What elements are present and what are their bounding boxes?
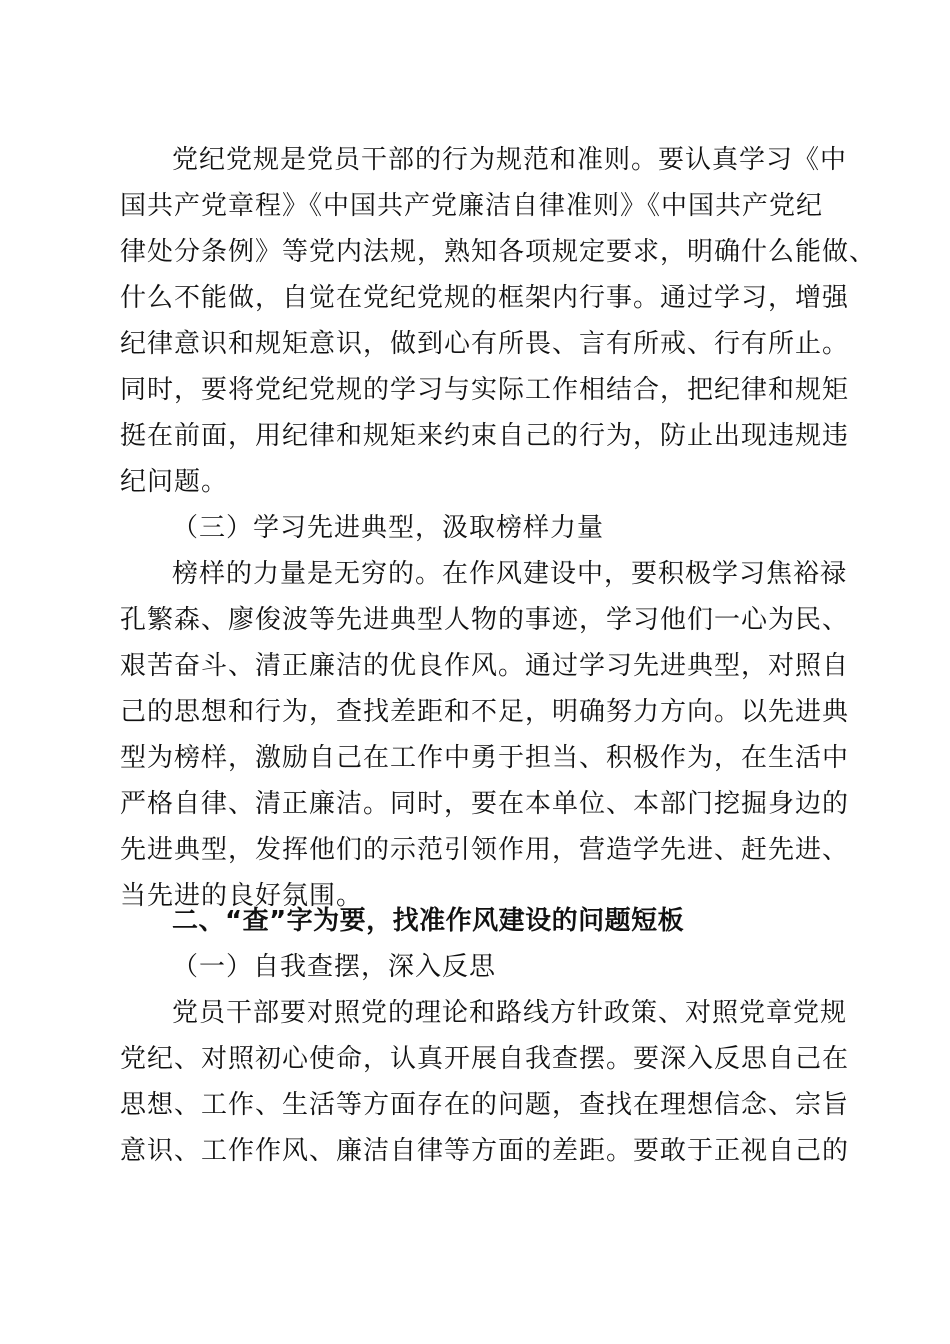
paragraph-line: 党纪、对照初心使命，认真开展自我查摆。要深入反思自己在: [120, 1044, 850, 1074]
paragraph-line: 当先进的良好氛围。: [120, 881, 364, 911]
paragraph-line: 严格自律、清正廉洁。同时，要在本单位、本部门挖掘身边的: [120, 789, 850, 819]
paragraph-line: 型为榜样，激励自己在工作中勇于担当、积极作为，在生活中: [120, 743, 850, 773]
paragraph-line: 纪问题。: [120, 467, 229, 497]
paragraph-line: 榜样的力量是无穷的。在作风建设中，要积极学习焦裕禄: [172, 559, 848, 589]
subheading-learn-models: （三）学习先进典型，汲取榜样力量: [172, 513, 605, 543]
paragraph-line: 己的思想和行为，查找差距和不足，明确努力方向。以先进典: [120, 697, 850, 727]
paragraph-line: 什么不能做，自觉在党纪党规的框架内行事。通过学习，增强: [120, 283, 850, 313]
paragraph-line: 律处分条例》等党内法规，熟知各项规定要求，明确什么能做、: [120, 237, 877, 267]
paragraph-line: 先进典型，发挥他们的示范引领作用，营造学先进、赶先进、: [120, 835, 850, 865]
paragraph-line: 纪律意识和规矩意识，做到心有所畏、言有所戒、行有所止。: [120, 329, 850, 359]
section-heading-check: 二、“查”字为要，找准作风建设的问题短板: [172, 906, 685, 936]
paragraph-line: 挺在前面，用纪律和规矩来约束自己的行为，防止出现违规违: [120, 421, 850, 451]
paragraph-line: 党纪党规是党员干部的行为规范和准则。要认真学习《中: [172, 145, 848, 175]
paragraph-line: 意识、工作作风、廉洁自律等方面的差距。要敢于正视自己的: [120, 1136, 850, 1166]
paragraph-line: 党员干部要对照党的理论和路线方针政策、对照党章党规: [172, 998, 848, 1028]
paragraph-line: 孔繁森、廖俊波等先进典型人物的事迹，学习他们一心为民、: [120, 605, 850, 635]
paragraph-line: 艰苦奋斗、清正廉洁的优良作风。通过学习先进典型，对照自: [120, 651, 850, 681]
paragraph-line: 同时，要将党纪党规的学习与实际工作相结合，把纪律和规矩: [120, 375, 850, 405]
paragraph-line: 国共产党章程》《中国共产党廉洁自律准则》《中国共产党纪: [120, 191, 824, 221]
subheading-self-examination: （一）自我查摆，深入反思: [172, 952, 497, 982]
paragraph-line: 思想、工作、生活等方面存在的问题，查找在理想信念、宗旨: [120, 1090, 850, 1120]
